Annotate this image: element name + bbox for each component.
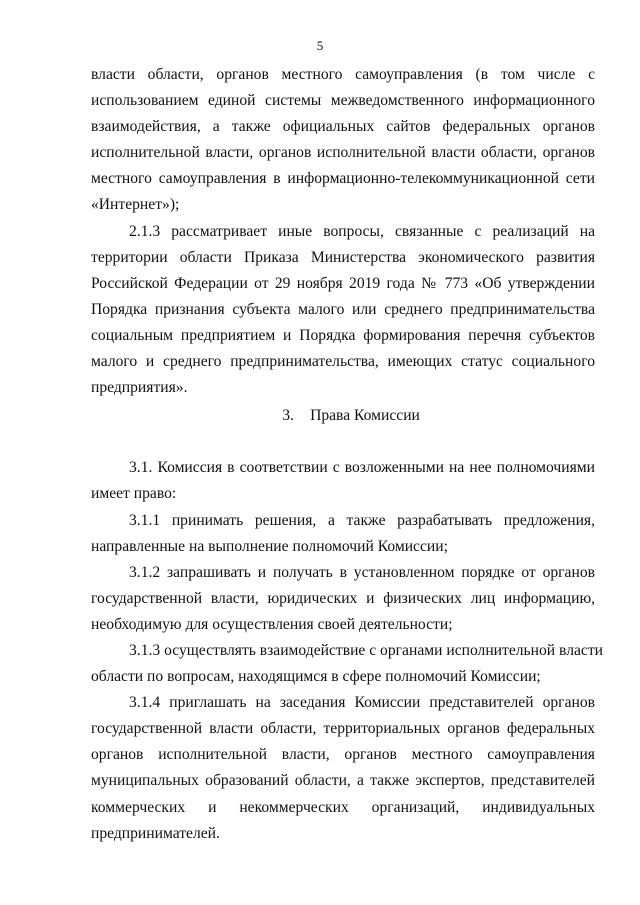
text-line: области по вопросам, находящимся в сфере полномочий Комиссии; [91, 668, 541, 686]
text-line: местного самоуправления в информационно-телекоммуникационной сети [91, 170, 595, 188]
text-line: имеет право: [91, 485, 177, 503]
text-line: государственной власти области, территориальных органов федеральных [91, 720, 595, 738]
paragraph-3-1-1 [91, 508, 595, 560]
text-line: Порядка признания субъекта малого или среднего предпринимательства [91, 300, 595, 318]
text-line: взаимодействия, а также официальных сайтов федеральных органов [91, 118, 595, 136]
section-number: 3. [282, 407, 294, 425]
text-line: предпринимателей. [91, 824, 220, 842]
paragraph-2-1-3 [91, 219, 595, 402]
section-title: Права Комиссии [310, 407, 420, 425]
paragraph-3-1 [91, 455, 595, 507]
section-heading [91, 403, 595, 429]
text-line: государственной власти, юридических и физических лиц информацию, [91, 589, 595, 607]
text-line: территории области Приказа Министерства экономического развития [91, 248, 595, 266]
text-line: власти области, органов местного самоуправления (в том числе с [91, 66, 595, 83]
paragraph-3-1-2 [91, 560, 595, 638]
text-line: 3.1.4 приглашать на заседания Комиссии представителей органов [129, 694, 595, 712]
text-line: муниципальных образований области, а также экспертов, представителей [91, 772, 595, 790]
text-line: необходимую для осуществления своей деятельности; [91, 615, 453, 633]
text-line: 3.1.2 запрашивать и получать в установленном порядке от органов [129, 563, 595, 581]
text-line: малого и среднего предпринимательства, имеющих статус социального [91, 353, 595, 371]
paragraph-3-1-4 [91, 690, 595, 847]
text-line: органов исполнительной власти, органов местного самоуправления [91, 746, 595, 764]
spacer [91, 429, 595, 455]
text-line: исполнительной власти, органов исполнительной власти области, органов [91, 144, 595, 162]
text-line: использованием единой системы межведомственного информационного [91, 92, 595, 110]
page-number: 5 [316, 38, 324, 53]
text-line: коммерческих и некоммерческих организаций, индивидуальных [91, 798, 595, 816]
text-line: 2.1.3 рассматривает иные вопросы, связанные с реализаций на [129, 222, 595, 240]
text-line: 3.1. Комиссия в соответствии с возложенными на нее полномочиями [129, 459, 595, 477]
paragraph-3-1-3 [91, 638, 603, 690]
text-line: направленные на выполнение полномочий Комиссии; [91, 537, 448, 555]
text-line: 3.1.3 осуществлять взаимодействие с органами исполнительной власти [129, 641, 603, 659]
text-line: 3.1.1 принимать решения, а также разрабатывать предложения, [129, 511, 595, 529]
text-line: социальным предприятием и Порядка формирования перечня субъектов [91, 326, 595, 344]
document-body [91, 62, 603, 847]
text-line: Российской Федерации от 29 ноября 2019 года № 773 «Об утверждении [91, 274, 595, 292]
text-line: предприятия». [91, 379, 188, 397]
paragraph [91, 62, 595, 219]
text-line: «Интернет»); [91, 196, 180, 214]
